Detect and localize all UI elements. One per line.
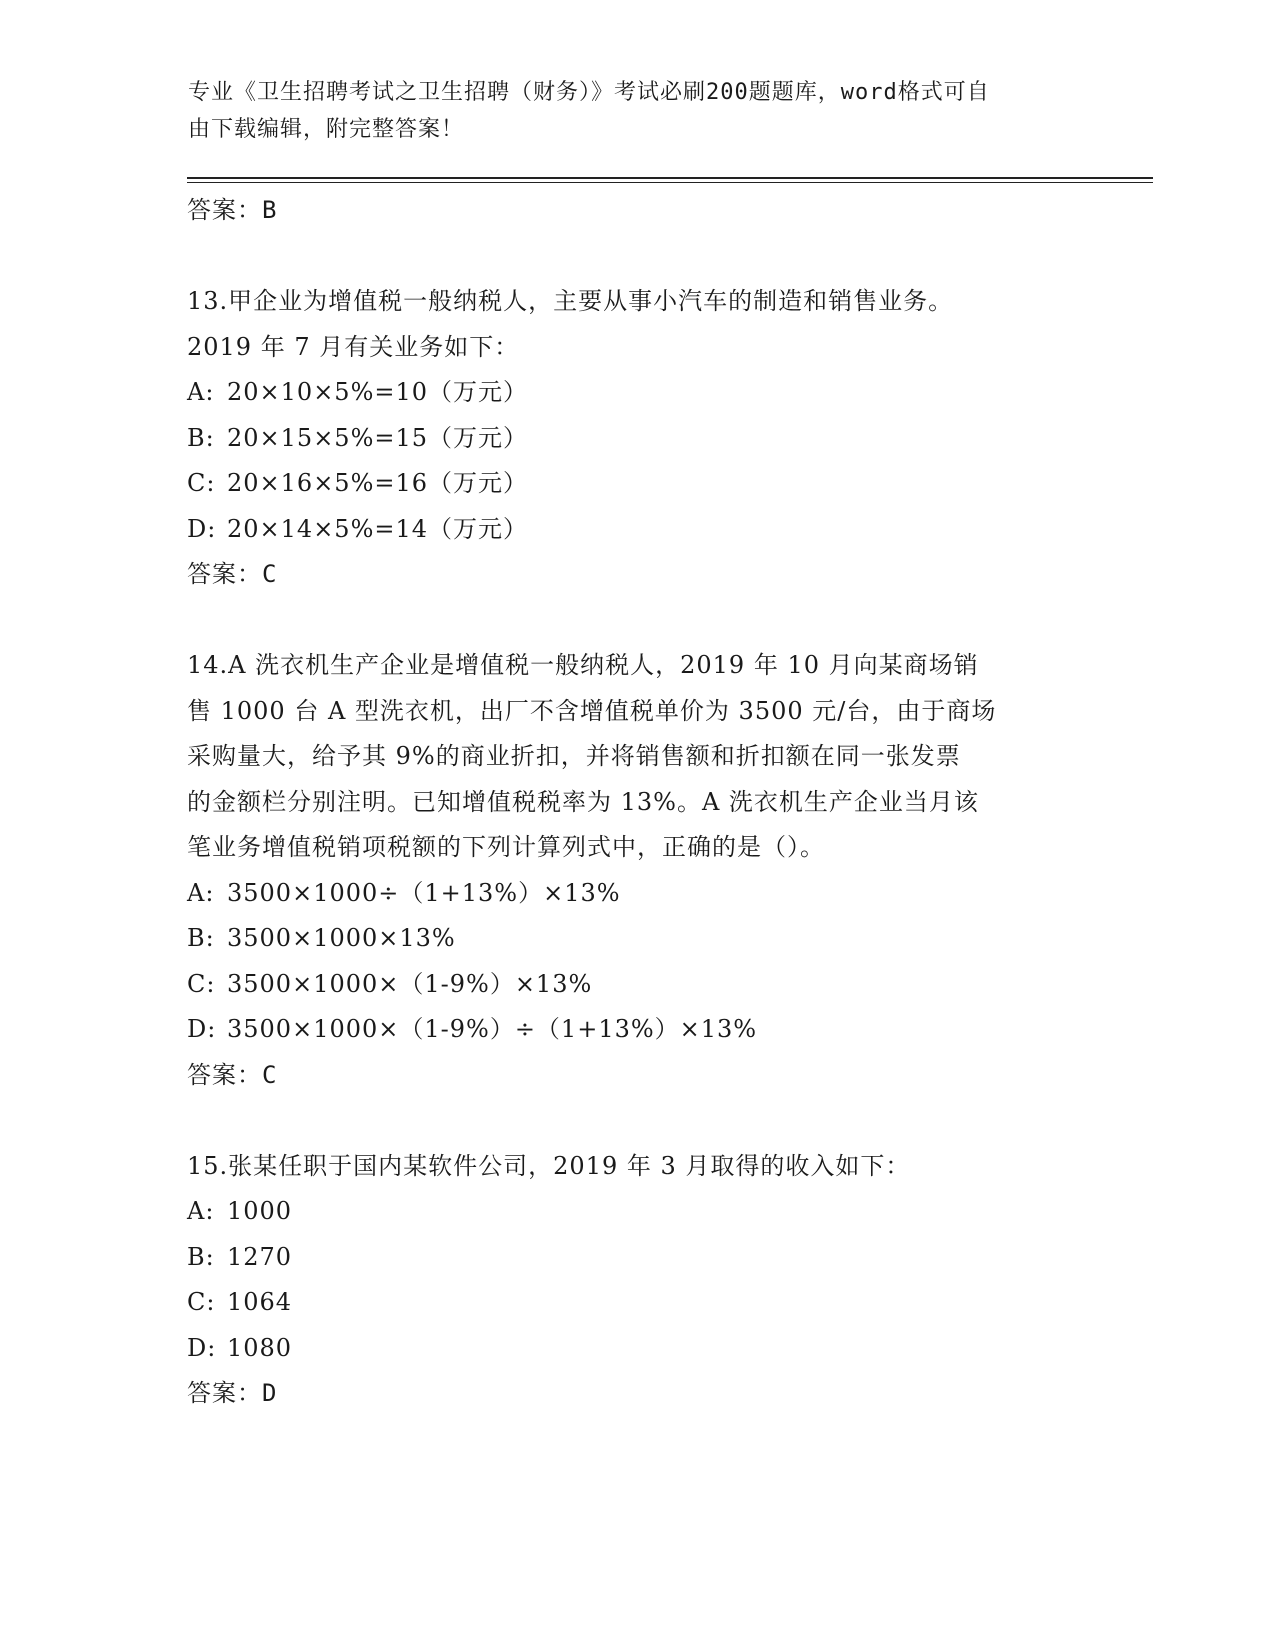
option-letter: B: [187,924,215,952]
option-letter: D: [187,1333,217,1362]
option-text: 3500×1000×（1-9%）÷（1+13%）×13% [227,1015,758,1043]
option-letter: C: [187,969,216,998]
option-b [187,1235,1087,1281]
header-title-line-2: 由下载编辑，附完整答案！ [188,117,465,142]
option-text: 20×14×5%=14（万元） [227,514,529,543]
question-stem-line: 采购量大，给予其 9%的商业折扣，并将销售额和折扣额在同一张发票 [187,742,961,770]
option-c [187,1280,1087,1326]
page-header [188,74,1088,148]
question-stem-line: 2019 年 7 月有关业务如下： [187,332,520,361]
answer-12: 答案：B [187,196,278,224]
option-letter: A: [187,878,215,907]
option-letter: D: [187,1015,217,1043]
option-text: 1064 [227,1288,293,1316]
option-text: 20×16×5%=16（万元） [227,469,529,497]
option-letter: A: [187,1197,215,1225]
option-c [187,962,1087,1008]
option-b [187,916,1087,962]
option-letter: B: [187,1242,215,1271]
option-d [187,507,1087,553]
header-rule-thick [187,177,1153,179]
option-c [187,461,1087,507]
option-letter: B: [187,423,215,452]
option-text: 20×10×5%=10（万元） [227,378,529,406]
option-text: 20×15×5%=15（万元） [227,423,529,452]
spacer [187,234,1087,280]
spacer [187,1098,1087,1144]
option-text: 3500×1000×（1-9%）×13% [227,969,593,998]
option-text: 1270 [227,1242,293,1271]
question-13 [187,279,1087,598]
answer-13: 答案：C [187,560,278,588]
answer-15: 答案：D [187,1379,278,1407]
option-a [187,370,1087,416]
option-a [187,871,1087,917]
option-letter: C: [187,469,216,497]
option-letter: C: [187,1288,216,1316]
question-stem-line: 的金额栏分别注明。已知增值税税率为 13%。A 洗衣机生产企业当月该 [187,787,979,816]
option-d [187,1326,1087,1372]
question-stem-line: 15.张某任职于国内某软件公司，2019 年 3 月取得的收入如下： [187,1151,911,1180]
option-text: 1000 [227,1197,293,1225]
option-letter: D: [187,514,217,543]
question-stem-line: 笔业务增值税销项税额的下列计算列式中，正确的是（）。 [187,833,825,861]
question-stem-line: 13.甲企业为增值税一般纳税人，主要从事小汽车的制造和销售业务。 [187,287,954,315]
option-a [187,1189,1087,1235]
question-stem-line: 14.A 洗衣机生产企业是增值税一般纳税人，2019 年 10 月向某商场销 [187,651,979,679]
option-text: 1080 [227,1333,293,1362]
spacer [187,598,1087,644]
document-body [187,188,1087,1417]
option-text: 3500×1000×13% [227,924,456,952]
option-text: 3500×1000÷（1+13%）×13% [227,878,621,907]
question-stem-line: 售 1000 台 A 型洗衣机，出厂不含增值税单价为 3500 元/台，由于商场 [187,696,997,725]
option-b [187,416,1087,462]
option-letter: A: [187,378,215,406]
answer-14: 答案：C [187,1060,278,1089]
question-14 [187,643,1087,1098]
option-d [187,1007,1087,1053]
question-15 [187,1144,1087,1417]
header-title-line-1: 专业《卫生招聘考试之卫生招聘（财务）》考试必刷200题题库，word格式可自 [188,80,990,105]
header-rule-thin [187,182,1153,183]
